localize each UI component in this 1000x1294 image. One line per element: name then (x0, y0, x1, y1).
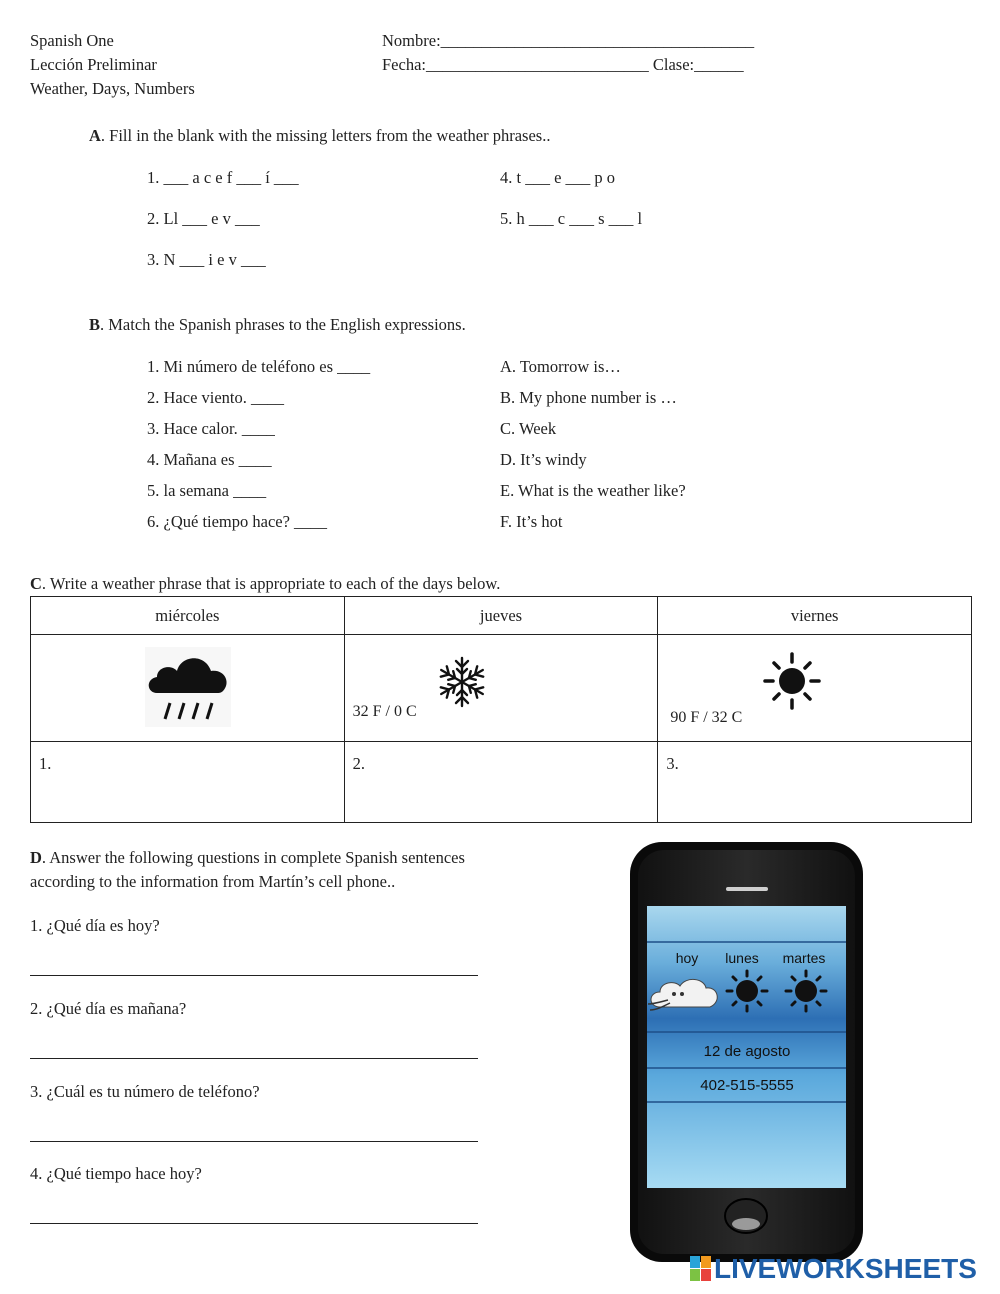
course-title: Spanish One (30, 31, 114, 50)
speaker-grille (726, 887, 768, 891)
match-english-e: E. What is the weather like? (500, 481, 686, 500)
match-english-d: D. It’s windy (500, 450, 587, 469)
temperature-thursday: 32 F / 0 C (352, 703, 417, 720)
lesson-title: Lección Preliminar (30, 55, 157, 74)
fill-item-4[interactable]: 4. t ___ e ___ p o (500, 168, 616, 187)
answer-line-4[interactable] (30, 1223, 478, 1224)
weather-table-answer-row (31, 742, 972, 823)
match-english-c: C. Week (500, 419, 557, 438)
fill-item-3[interactable]: 3. N ___ i e v ___ (147, 250, 266, 269)
liveworksheets-logo (690, 1252, 977, 1286)
section-d-text-1: . Answer the following questions in complete Spanish sentences (41, 848, 465, 867)
snowflake-icon (435, 655, 489, 709)
weather-table (30, 596, 972, 823)
sun-icon (762, 651, 822, 711)
question-4: 4. ¿Qué tiempo hace hoy? (30, 1164, 202, 1183)
section-c-letter: C (30, 574, 42, 593)
match-english-b: B. My phone number is … (500, 388, 677, 407)
name-blank[interactable]: ______________________________________ (440, 31, 755, 50)
cell-phone-illustration (630, 842, 863, 1262)
weather-cell-friday (658, 635, 972, 742)
section-c-text: . Write a weather phrase that is appropriate to each of the days below. (41, 574, 501, 593)
match-spanish-6[interactable]: 6. ¿Qué tiempo hace? ____ (147, 512, 328, 531)
answer-number-1: 1. (39, 754, 52, 773)
answer-number-2: 2. (352, 754, 366, 773)
weather-table-header-row (31, 597, 972, 635)
section-a-text: . Fill in the blank with the missing letters from the weather phrases.. (100, 126, 551, 145)
topic-title: Weather, Days, Numbers (30, 79, 195, 98)
sun-icon (786, 971, 826, 1011)
section-b-text: . Match the Spanish phrases to the English expressions. (100, 315, 466, 334)
match-english-a: A. Tomorrow is… (500, 357, 621, 376)
day-header-friday: viernes (658, 597, 972, 635)
live-badge-icon (690, 1256, 712, 1282)
phone-day-martes: martes (782, 950, 826, 966)
date-label: Fecha: (382, 55, 426, 74)
match-spanish-1[interactable]: 1. Mi número de teléfono es ____ (147, 357, 371, 376)
answer-line-2[interactable] (30, 1058, 478, 1059)
date-field (382, 55, 744, 75)
match-spanish-2[interactable]: 2. Hace viento. ____ (147, 388, 285, 407)
question-1: 1. ¿Qué día es hoy? (30, 916, 160, 935)
phone-day-hoy: hoy (675, 950, 699, 966)
section-b-letter: B (89, 315, 101, 334)
weather-table-icon-row (31, 635, 972, 742)
temperature-friday: 90 F / 32 C (670, 709, 743, 726)
day-header-wednesday: miércoles (31, 597, 345, 635)
fill-item-2[interactable]: 2. Ll ___ e v ___ (147, 209, 260, 228)
section-b-instruction (89, 315, 466, 335)
weather-cell-wednesday (31, 635, 345, 742)
answer-line-3[interactable] (30, 1141, 478, 1142)
answer-cell-1[interactable] (31, 742, 345, 823)
section-d-letter: D (30, 848, 42, 867)
weather-cell-thursday (344, 635, 658, 742)
section-c-instruction (30, 574, 500, 594)
phone-number: 402-515-5555 (700, 1077, 794, 1094)
answer-cell-3[interactable] (658, 742, 972, 823)
sun-icon (727, 971, 767, 1011)
section-d-text-2: according to the information from Martín’s cell phone.. (30, 872, 396, 891)
match-english-f: F. It’s hot (500, 512, 563, 531)
fill-item-5[interactable]: 5. h ___ c ___ s ___ l (500, 209, 643, 228)
fill-item-1[interactable]: 1. ___ a c e f ___ í ___ (147, 168, 299, 187)
date-blank[interactable]: ___________________________ (425, 55, 649, 74)
match-spanish-3[interactable]: 3. Hace calor. ____ (147, 419, 275, 438)
class-label: Clase: (652, 55, 695, 74)
answer-line-1[interactable] (30, 975, 478, 976)
match-spanish-4[interactable]: 4. Mañana es ____ (147, 450, 272, 469)
class-blank[interactable]: ______ (694, 55, 744, 74)
question-3: 3. ¿Cuál es tu número de teléfono? (30, 1082, 260, 1101)
name-label: Nombre: (382, 31, 441, 50)
phone-date: 12 de agosto (703, 1043, 791, 1060)
section-a-instruction (89, 126, 550, 146)
name-field (382, 31, 754, 51)
section-d-instruction (30, 848, 465, 868)
answer-cell-2[interactable] (344, 742, 658, 823)
rain-cloud-icon (145, 647, 231, 727)
brand-name: LIVEWORKSHEETS (714, 1253, 977, 1284)
question-2: 2. ¿Qué día es mañana? (30, 999, 187, 1018)
section-a-letter: A (89, 126, 101, 145)
answer-number-3: 3. (666, 754, 679, 773)
phone-day-lunes: lunes (725, 950, 759, 966)
day-header-thursday: jueves (344, 597, 658, 635)
match-spanish-5[interactable]: 5. la semana ____ (147, 481, 267, 500)
